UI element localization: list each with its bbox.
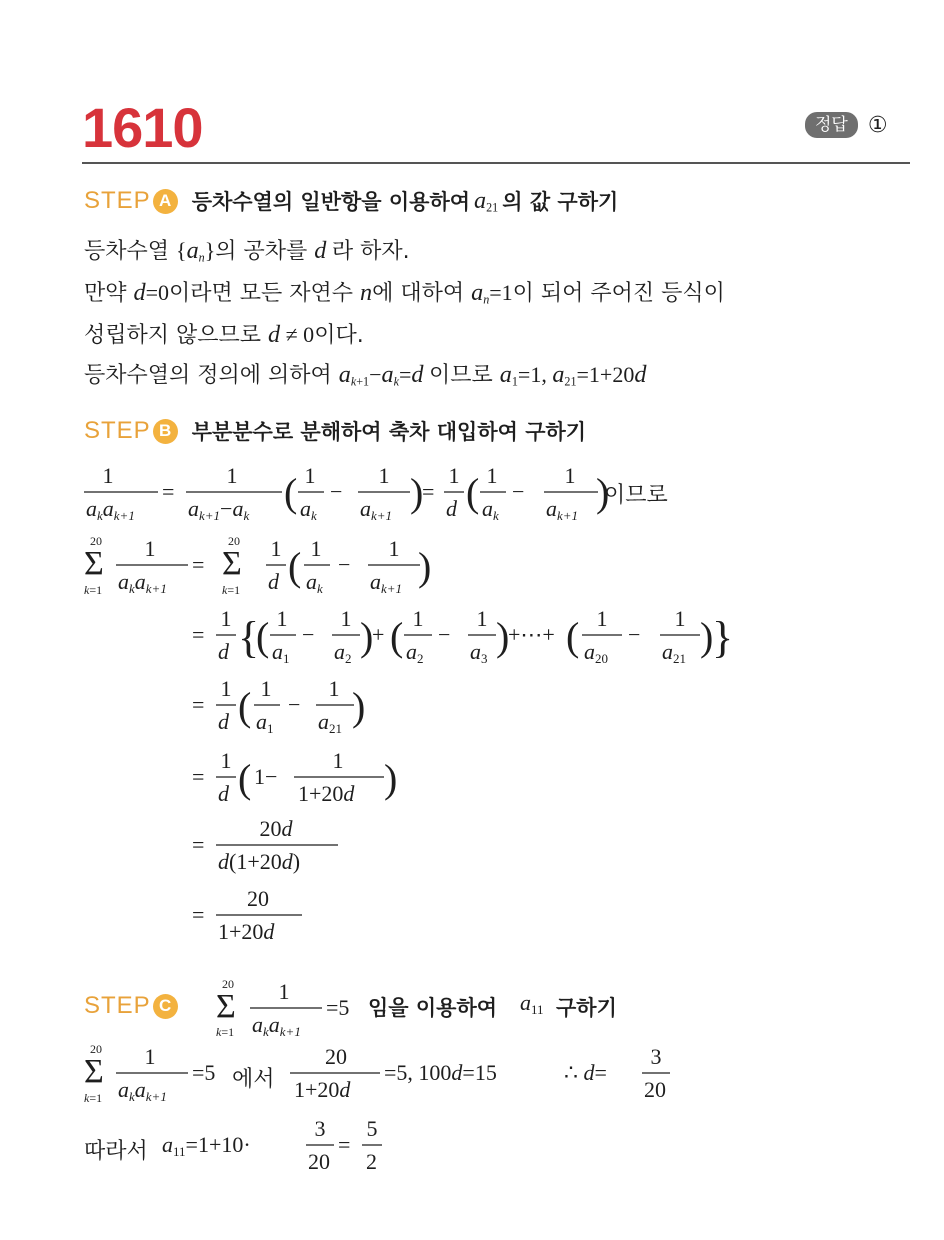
- svg-text:a3: a3: [470, 639, 488, 666]
- step-a-title-1: 등차수열의 일반항을 이용하여: [191, 190, 471, 214]
- svg-text:): ): [360, 614, 374, 659]
- svg-text:akak+1: akak+1: [86, 496, 135, 523]
- svg-text:−: −: [330, 479, 343, 504]
- equation-2: [84, 534, 431, 597]
- svg-text:1: 1: [102, 463, 114, 488]
- svg-text:k=1: k=1: [216, 1025, 235, 1039]
- svg-text:1−: 1−: [254, 764, 278, 789]
- text: 이 되어 주어진 등식이: [512, 281, 725, 306]
- svg-text:=: =: [192, 552, 205, 577]
- svg-text:k=1: k=1: [222, 583, 241, 597]
- svg-text:1: 1: [220, 748, 232, 773]
- equation-4: [192, 676, 365, 736]
- problem-number: 1610: [82, 96, 203, 159]
- svg-text:d: d: [446, 496, 457, 521]
- svg-text:a21: a21: [662, 639, 686, 666]
- svg-text:1: 1: [596, 606, 608, 631]
- step-a-label: STEP: [84, 187, 151, 214]
- svg-text:ak+1: ak+1: [546, 496, 579, 523]
- svg-text:akak+1: akak+1: [118, 1077, 167, 1104]
- svg-text:): ): [596, 470, 610, 515]
- svg-text:=: =: [192, 764, 205, 789]
- svg-text:20: 20: [228, 534, 240, 548]
- step-c-line-2-math: [162, 1116, 382, 1174]
- step-c-heading: [84, 992, 192, 1020]
- svg-text:a2: a2: [406, 639, 424, 666]
- svg-text:1: 1: [564, 463, 576, 488]
- svg-text:1: 1: [220, 676, 232, 701]
- equation-6: [192, 816, 338, 874]
- math: $a_n=1$: [471, 279, 513, 307]
- svg-text:d: d: [218, 709, 229, 734]
- svg-text:1: 1: [378, 463, 390, 488]
- step-c-line-2-text: 따라서: [84, 1139, 148, 1164]
- svg-text:−: −: [302, 622, 315, 647]
- svg-text:20: 20: [325, 1044, 347, 1069]
- svg-text:akak+1: akak+1: [252, 1012, 301, 1039]
- svg-text:20: 20: [644, 1077, 666, 1102]
- step-c-letter: C: [153, 994, 178, 1019]
- svg-text:): ): [410, 470, 424, 515]
- svg-text:(: (: [390, 614, 404, 659]
- svg-text:=: =: [192, 832, 205, 857]
- svg-text:ak+1: ak+1: [370, 569, 403, 596]
- svg-text:−: −: [288, 692, 301, 717]
- svg-text:d(1+20d): d(1+20d): [218, 849, 301, 874]
- svg-text:1: 1: [448, 463, 460, 488]
- math: $a_1=1$, $a_{21}=1+20d$: [499, 361, 647, 389]
- svg-text:a11: a11: [520, 990, 544, 1017]
- svg-text:(: (: [566, 614, 580, 659]
- svg-text:Σ: Σ: [222, 545, 242, 582]
- svg-text:20d: 20d: [259, 816, 293, 841]
- step-a-letter: A: [153, 189, 178, 214]
- answer-badge: 정답: [805, 112, 858, 138]
- svg-text:(: (: [284, 470, 298, 515]
- step-b-label: STEP: [84, 417, 151, 444]
- svg-text:1: 1: [226, 463, 238, 488]
- step-a-title-math: $a_{21}$: [474, 186, 499, 215]
- svg-text:20: 20: [90, 534, 102, 548]
- text: 이므로: [429, 363, 500, 388]
- svg-text:1: 1: [476, 606, 488, 631]
- svg-text:1+20d: 1+20d: [218, 919, 275, 944]
- svg-text:1: 1: [144, 536, 156, 561]
- equation-3: [192, 606, 733, 666]
- svg-text:Σ: Σ: [84, 545, 104, 582]
- svg-text:=: =: [422, 479, 435, 504]
- svg-text:akak+1: akak+1: [118, 569, 167, 596]
- svg-text:d: d: [218, 639, 229, 664]
- svg-text:Σ: Σ: [84, 1053, 104, 1090]
- svg-text:ak: ak: [306, 569, 323, 596]
- svg-text:): ): [418, 544, 432, 589]
- svg-text:=5: =5: [326, 995, 350, 1020]
- svg-text:1: 1: [260, 676, 272, 701]
- svg-text:=: =: [162, 479, 175, 504]
- svg-text:ak: ak: [482, 496, 499, 523]
- svg-text:1: 1: [220, 606, 232, 631]
- svg-text:1: 1: [328, 676, 340, 701]
- svg-text:3: 3: [650, 1044, 662, 1069]
- svg-text:20: 20: [222, 977, 234, 991]
- svg-text:ak+1: ak+1: [360, 496, 393, 523]
- svg-text:): ): [384, 756, 398, 801]
- svg-text:∴ d=: ∴ d=: [564, 1060, 607, 1085]
- svg-text:=: =: [192, 902, 205, 927]
- svg-text:Σ: Σ: [216, 988, 236, 1025]
- svg-text:20: 20: [308, 1149, 330, 1174]
- svg-text:1: 1: [340, 606, 352, 631]
- svg-text:−: −: [628, 622, 641, 647]
- svg-text:a1: a1: [256, 709, 274, 736]
- svg-text:(: (: [238, 684, 252, 729]
- svg-text:−: −: [338, 552, 351, 577]
- step-a-title-2: 의 값 구하기: [502, 190, 619, 214]
- svg-text:20: 20: [247, 886, 269, 911]
- text: 이다.: [314, 323, 364, 348]
- step-c-title-1: 임을 이용하여: [368, 996, 498, 1020]
- svg-text:1: 1: [412, 606, 424, 631]
- svg-text:d: d: [218, 781, 229, 806]
- svg-text:1: 1: [278, 979, 290, 1004]
- math: n: [360, 279, 373, 306]
- equation-5: [192, 748, 397, 806]
- svg-text:3: 3: [314, 1116, 326, 1141]
- text: 에 대하여: [372, 281, 472, 306]
- math: d=0: [133, 279, 170, 306]
- math: $a_{k+1}-a_k=d$: [338, 361, 424, 389]
- svg-text:+: +: [372, 622, 385, 647]
- svg-text:1: 1: [144, 1044, 156, 1069]
- svg-text:{: {: [238, 613, 260, 662]
- svg-text:ak+1−ak: ak+1−ak: [188, 496, 250, 523]
- svg-text:(: (: [288, 544, 302, 589]
- step-c-label: STEP: [84, 992, 151, 1019]
- equation-7: [192, 886, 302, 944]
- text: 라 하자.: [331, 239, 410, 264]
- step-b-title: 부분분수로 분해하여 축차 대입하여 구하기: [191, 420, 587, 444]
- eq1-suffix: 이므로: [604, 483, 668, 508]
- svg-text:=: =: [192, 692, 205, 717]
- svg-text:20: 20: [90, 1042, 102, 1056]
- svg-text:(: (: [238, 756, 252, 801]
- svg-text:): ): [496, 614, 510, 659]
- step-c-line-1-text: 에서: [232, 1067, 275, 1092]
- step-c-title-2: 구하기: [556, 996, 617, 1020]
- text: 등차수열의 정의에 의하여: [84, 363, 339, 388]
- svg-text:(: (: [256, 614, 270, 659]
- svg-text:a20: a20: [584, 639, 608, 666]
- svg-text:a1: a1: [272, 639, 290, 666]
- svg-text:d: d: [268, 569, 279, 594]
- svg-text:k=1: k=1: [84, 583, 103, 597]
- svg-text:1: 1: [332, 748, 344, 773]
- svg-text:1: 1: [310, 536, 322, 561]
- svg-text:}: }: [712, 613, 734, 662]
- svg-text:(: (: [466, 470, 480, 515]
- svg-text:a11=1+10·: a11=1+10·: [162, 1132, 251, 1159]
- equation-1: [84, 463, 609, 523]
- text: 이라면 모든 자연수: [169, 281, 361, 306]
- svg-text:1: 1: [270, 536, 282, 561]
- svg-text:): ): [352, 684, 366, 729]
- svg-text:1: 1: [276, 606, 288, 631]
- step-b-letter: B: [153, 419, 178, 444]
- text: 의 공차를: [215, 239, 315, 264]
- math: $\{a_n\}$: [176, 237, 216, 265]
- svg-text:ak: ak: [300, 496, 317, 523]
- svg-text:=5, 100d=15: =5, 100d=15: [384, 1060, 497, 1085]
- math: d: [314, 237, 327, 264]
- svg-text:1+20d: 1+20d: [294, 1077, 351, 1102]
- svg-text:1: 1: [388, 536, 400, 561]
- svg-text:−: −: [438, 622, 451, 647]
- svg-text:2: 2: [366, 1149, 377, 1174]
- svg-text:a21: a21: [318, 709, 342, 736]
- text: 만약: [84, 281, 134, 306]
- svg-text:−: −: [512, 479, 525, 504]
- svg-text:1: 1: [674, 606, 686, 631]
- step-c-line-1-math: [84, 1042, 670, 1105]
- answer-value: ①: [867, 112, 888, 138]
- text: 등차수열: [84, 239, 177, 264]
- svg-text:=: =: [338, 1132, 351, 1157]
- math: d ≠ 0: [268, 321, 315, 348]
- svg-text:a2: a2: [334, 639, 352, 666]
- svg-text:1+20d: 1+20d: [298, 781, 355, 806]
- svg-text:1: 1: [486, 463, 498, 488]
- svg-text:k=1: k=1: [84, 1091, 103, 1105]
- svg-text:=5: =5: [192, 1060, 216, 1085]
- svg-text:1: 1: [304, 463, 316, 488]
- text: 성립하지 않으므로: [84, 323, 269, 348]
- svg-text:): ): [700, 614, 714, 659]
- svg-text:+⋯+: +⋯+: [508, 622, 555, 647]
- svg-text:=: =: [192, 622, 205, 647]
- svg-text:5: 5: [366, 1116, 378, 1141]
